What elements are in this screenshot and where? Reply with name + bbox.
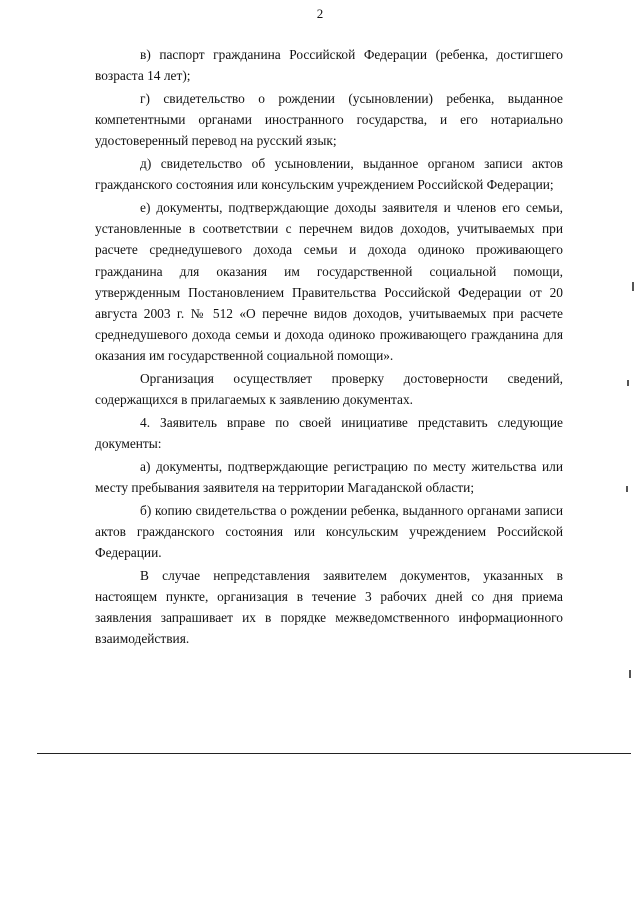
paragraph-interagency-request: В случае непредставления заявителем документов, указанных в настоящем пункте, организация в течение 3 рабочих дней со дня приема заявления запрашивает их в порядке межведомственного информационного взаимодействия. xyxy=(95,567,563,647)
paragraph-passport: в) паспорт гражданина Российской Федерации (ребенка, достигшего возраста 14 лет); xyxy=(95,47,563,84)
scan-artifact xyxy=(626,486,628,492)
page-number: 2 xyxy=(316,6,324,21)
paragraph-registration-documents: а) документы, подтверждающие регистрацию по месту жительства или месту пребывания заявителя на территории Магаданской области; xyxy=(95,458,563,496)
scan-artifact xyxy=(627,380,629,386)
scan-artifact xyxy=(629,670,631,678)
document-body xyxy=(95,44,563,650)
paragraph-section-4-intro: 4. Заявитель вправе по своей инициативе представить следующие документы: xyxy=(95,414,563,452)
paragraph-verification: Организация осуществляет проверку достоверности сведений, содержащихся в прилагаемых к заявлению документах. xyxy=(95,371,563,408)
footer-divider xyxy=(37,753,631,754)
paragraph-adoption-certificate: д) свидетельство об усыновлении, выданное органом записи актов гражданского состояния или консульским учреждением Российской Федерации; xyxy=(95,156,563,193)
paragraph-income-documents: е) документы, подтверждающие доходы заявителя и членов его семьи, установленные в соответствии с перечнем видов доходов, учитываемых при расчете среднедушевого дохода семьи и дохода одиноко проживающего гражданина для оказания им государственной социальной помощи, утвержденным Постановлением Правительства Российской Федерации от 20 августа 2003 г. № 512 «О перечне видов доходов, учитываемых при расчете среднедушевого дохода семьи и дохода одиноко проживающего гражданина для оказания им государственной социальной помощи». xyxy=(95,199,563,364)
paragraph-birth-certificate-foreign: г) свидетельство о рождении (усыновлении) ребенка, выданное компетентными органами иностранного государства, и его нотариально удостоверенный перевод на русский язык; xyxy=(95,90,563,149)
scan-artifact xyxy=(632,282,634,291)
paragraph-birth-certificate-copy: б) копию свидетельства о рождении ребенка, выданного органами записи актов гражданского состояния или консульским учреждением Российской Федерации. xyxy=(95,502,563,561)
